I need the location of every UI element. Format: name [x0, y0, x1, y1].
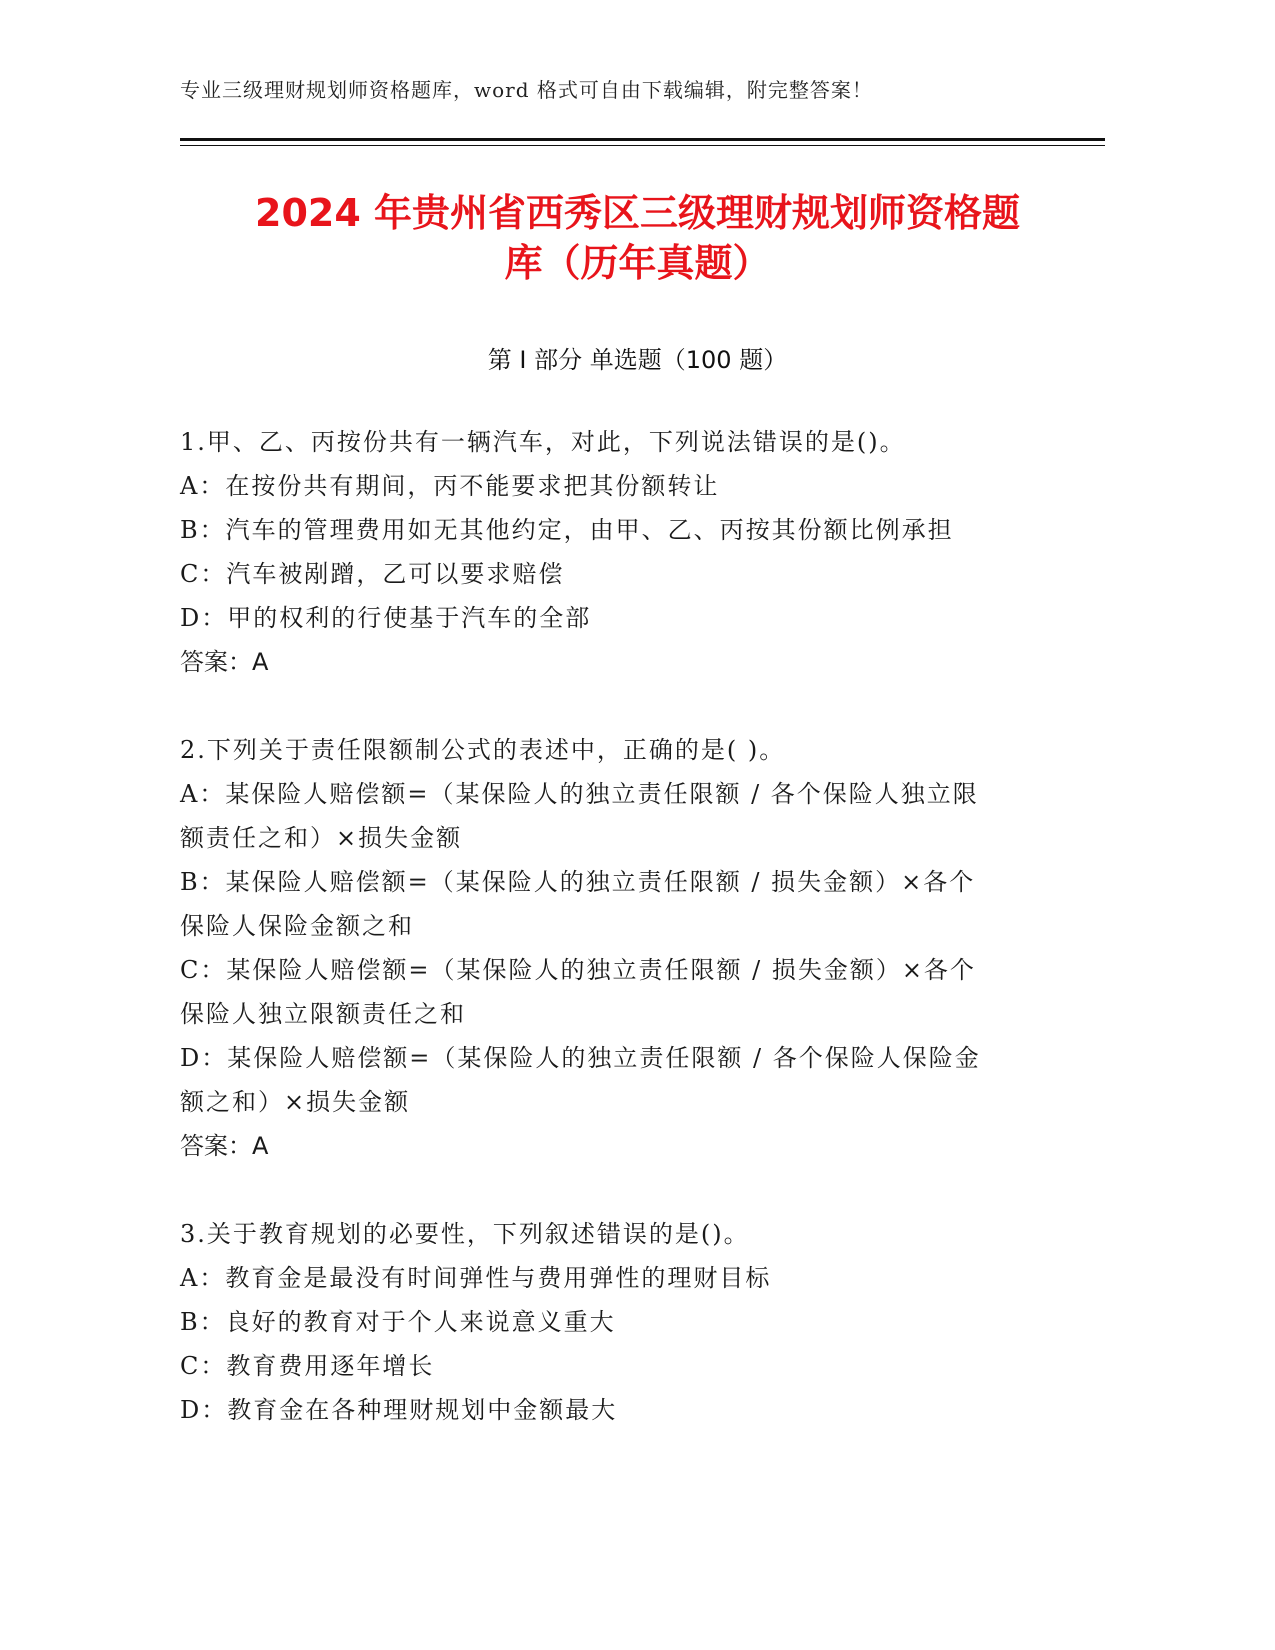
question-1 — [180, 420, 1020, 684]
question-spacer — [180, 684, 1020, 728]
option-b-continued: 保险人保险金额之和 — [180, 912, 414, 940]
answer: 答案：A — [180, 648, 269, 676]
title-line-2: 库（历年真题） — [504, 241, 771, 285]
option-d: D：教育金在各种理财规划中金额最大 — [180, 1396, 618, 1424]
answer: 答案：A — [180, 1132, 269, 1160]
option-a-continued: 额责任之和）×损失金额 — [180, 824, 463, 852]
option-c-continued: 保险人独立限额责任之和 — [180, 1000, 466, 1028]
option-c: C：某保险人赔偿额=（某保险人的独立责任限额 / 损失金额）×各个 — [180, 956, 976, 984]
section-title: 第 I 部分 单选题（100 题） — [487, 346, 788, 374]
option-b: B：某保险人赔偿额=（某保险人的独立责任限额 / 损失金额）×各个 — [180, 868, 976, 896]
option-d: D：某保险人赔偿额=（某保险人的独立责任限额 / 各个保险人保险金 — [180, 1044, 981, 1072]
header-rule-thick — [180, 138, 1105, 141]
question-2 — [180, 728, 1020, 1168]
option-c: C：汽车被剐蹭，乙可以要求赔偿 — [180, 560, 565, 588]
option-c: C：教育费用逐年增长 — [180, 1352, 435, 1380]
option-b: B：汽车的管理费用如无其他约定，由甲、乙、丙按其份额比例承担 — [180, 516, 954, 544]
document-title — [150, 188, 1125, 288]
question-spacer — [180, 1168, 1020, 1212]
header-rule-thin — [180, 145, 1105, 146]
option-a: A：在按份共有期间，丙不能要求把其份额转让 — [180, 472, 720, 500]
option-a: A：教育金是最没有时间弹性与费用弹性的理财目标 — [180, 1264, 772, 1292]
question-stem: 2.下列关于责任限额制公式的表述中，正确的是( )。 — [180, 736, 786, 764]
title-line-1: 2024 年贵州省西秀区三级理财规划师资格题 — [255, 191, 1020, 235]
header-note: 专业三级理财规划师资格题库，word 格式可自由下载编辑，附完整答案！ — [180, 78, 873, 102]
question-3 — [180, 1212, 1020, 1432]
option-a: A：某保险人赔偿额=（某保险人的独立责任限额 / 各个保险人独立限 — [180, 780, 979, 808]
question-stem: 3.关于教育规划的必要性，下列叙述错误的是()。 — [180, 1220, 750, 1248]
option-d-continued: 额之和）×损失金额 — [180, 1088, 411, 1116]
question-stem: 1.甲、乙、丙按份共有一辆汽车，对此，下列说法错误的是()。 — [180, 428, 906, 456]
question-list — [180, 420, 1020, 1432]
option-d: D：甲的权利的行使基于汽车的全部 — [180, 604, 592, 632]
option-b: B：良好的教育对于个人来说意义重大 — [180, 1308, 616, 1336]
